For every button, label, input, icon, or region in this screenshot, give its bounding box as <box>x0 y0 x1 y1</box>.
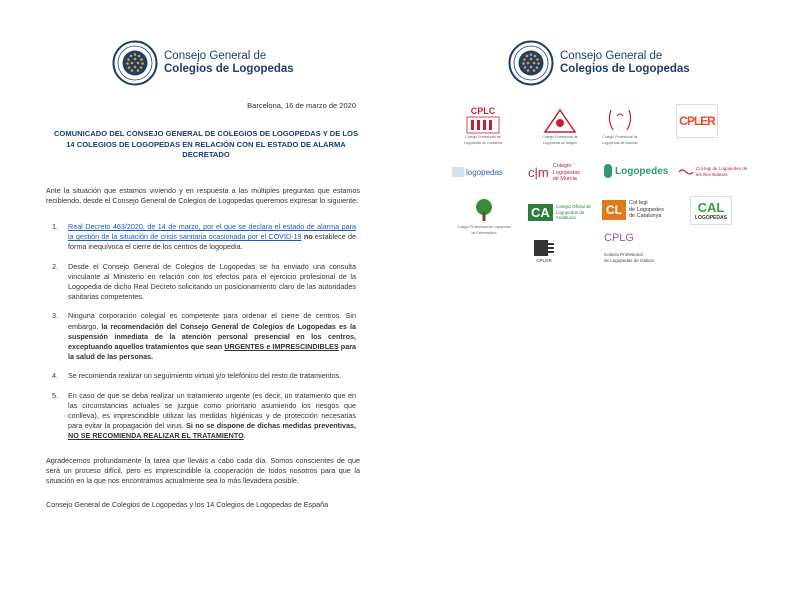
point-3 <box>46 311 360 362</box>
letterhead <box>508 40 690 86</box>
letter-signature: Consejo General de Colegios de Logopedas y los 14 Colegios de Logopedas de España <box>46 500 329 509</box>
point-5 <box>46 391 360 442</box>
logo-catalunya-line3: de Catalunya <box>629 213 662 220</box>
point-emphasis: URGENTES e IMPRESCINDIBLES <box>224 342 339 352</box>
letter-title: COMUNICADO DEL CONSEJO GENERAL DE COLEGIOS DE LOGOPEDAS Y DE LOS 14 COLEGIOS DE LOGOPEDAS EN RELACIÓN CON EL ESTADO DE ALARMA DECRETADO <box>53 129 359 159</box>
logo-extremadura-caption: Colegio Profesional de Logopedas de Extremadura <box>457 225 511 235</box>
logo-illes-balears <box>678 166 748 177</box>
aragon-emblem-icon <box>543 108 577 134</box>
logo-andalucia-line1: Colegio Oficial de <box>555 204 592 210</box>
logo-cplg-caption-2: de Logopedas de Galicia <box>604 257 654 263</box>
logo-catalunya-line1: Col·legi <box>629 200 648 207</box>
organization-name-line1: Consejo General de <box>560 50 663 62</box>
logo-catalunya-text <box>629 200 664 220</box>
logo-cal-abbr: CAL <box>697 200 725 215</box>
logos-page <box>400 0 800 600</box>
letterhead <box>112 40 294 86</box>
logo-murcia-text <box>553 163 580 183</box>
logo-asturias-caption: Colegio Profesional de Logopedas de Asturias <box>602 135 638 145</box>
logopedes-mark-icon <box>604 164 612 178</box>
letter-intro: Ante la situación que estamos viviendo y en respuesta a las múltiples preguntas que estamos recibiendo, desde el Consejo General de Colegios de Logopedas queremos expresar lo siguiente: <box>46 186 360 206</box>
point-body <box>68 391 360 442</box>
logo-aragon-caption: Colegio Profesional de Logopedas de Aragón <box>542 135 578 145</box>
logo-cplgr-abbr: CPLGR <box>536 258 552 263</box>
logo-andalucia-text <box>556 204 591 221</box>
logo-cpler-name: CPLER <box>676 104 718 138</box>
logo-cplc-name: CPLC <box>470 106 496 116</box>
point-2 <box>46 262 360 303</box>
logo-cplc-caption: Colegio Profesional de Logopedas de Cantabria <box>463 135 503 145</box>
logo-murcia <box>528 163 580 183</box>
real-decreto-link[interactable]: Real Decreto 463/2020, de 14 de marzo, por el que se declara el estado de alarma para la gestión de la situación de crisis sanitaria ocasionada por el COVID-19 <box>68 222 356 242</box>
logo-cplg-abbr: CPLG <box>604 232 634 244</box>
logo-logopedes-name: Logopedes <box>615 165 669 177</box>
logo-cplg <box>604 232 654 263</box>
point-number: 1. <box>52 222 58 231</box>
logo-andalucia-line3: Andalucía <box>555 215 576 221</box>
point-bold-text: no <box>303 232 313 242</box>
logo-catalunya-line2: de Logopedes <box>629 206 664 213</box>
logo-murcia-abbr: c|m <box>528 165 549 181</box>
logo-extremadura <box>456 198 512 236</box>
logo-andalucia <box>528 204 591 221</box>
organization-name-line1: Consejo General de <box>164 50 267 62</box>
letter-closing: Agradecemos profundamente la tarea que lleváis a cabo cada día. Somos conscientes de que será un proceso difícil, pero es imprescindible la cooperación de todos nosotros para que la situación en la que nos encontramos actualmente sea lo más llevadera posible. <box>46 456 360 486</box>
logo-murcia-line1: Colegio <box>552 163 572 169</box>
point-body <box>68 311 360 362</box>
letter-date: Barcelona, 16 de marzo de 2020 <box>247 101 356 110</box>
logo-asturias <box>600 106 640 146</box>
logo-catalunya-abbr: CL <box>602 200 626 220</box>
logopedas-mark-icon <box>452 167 464 177</box>
letter-points <box>46 222 360 451</box>
logo-andalucia-line2: Logopedas de <box>555 209 585 215</box>
logo-murcia-line3: de Murcia <box>552 176 577 182</box>
logo-murcia-line2: Logopedas <box>552 169 580 176</box>
point-bold-text: la recomendación del Consejo General de Colegios de Logopedas es la suspensión inmediata de la atención personal presencial en los centros, exceptuando aquellos tratamientos que sean <box>68 321 356 352</box>
point-text: Ninguna corporación colegial es competente para ordenar el cierre de centros. Sin embargo, <box>68 311 356 331</box>
logo-cplc <box>460 106 506 146</box>
organization-name <box>164 50 294 76</box>
logo-cplgr <box>532 238 556 263</box>
logo-andalucia-abbr: CA <box>528 204 553 221</box>
logo-illes-balears-name: Col·legi de Logopedes de les Illes Balears <box>696 166 748 177</box>
point-emphasis: NO SE RECOMIENDA REALIZAR EL TRATAMIENTO <box>68 431 244 441</box>
point-bold-end: para la salud de las personas. <box>68 342 356 362</box>
logo-cplg-caption-1: Colexio Profesional <box>604 252 643 257</box>
logo-catalunya <box>602 200 664 220</box>
cplgr-emblem-icon <box>532 238 556 258</box>
point-text: En caso de que se deba realizar un tratamiento urgente (es decir, un tratamiento que en las circunstancias actuales se juzgue como prioritario asumiendo los riesgos que conlleva), es imprescindible utilizar las medidas higiénicas y de protección necesarias para evitar la propagación del virus. <box>68 390 356 431</box>
council-seal-icon <box>508 40 554 86</box>
organization-name-line2: Colegios de Logopedas <box>560 63 690 75</box>
point-number: 3. <box>52 311 58 321</box>
illes-balears-wave-icon <box>678 168 694 176</box>
point-bold-text: Si no se dispone de dichas medidas preventivas, <box>186 421 356 431</box>
point-1 <box>46 222 360 253</box>
point-text: establece de forma inequívoca el cierre de los centros de logopedia. <box>68 232 356 252</box>
logo-cpler <box>676 104 718 138</box>
point-4 <box>46 371 360 381</box>
point-body <box>68 222 360 253</box>
extremadura-tree-icon <box>469 198 499 224</box>
organization-name-line2: Colegios de Logopedas <box>164 63 294 75</box>
council-seal-icon <box>112 40 158 86</box>
logo-cal-name: LOGOPEDAS <box>695 215 727 221</box>
logo-logopedas-small-name: logopedas <box>466 167 503 177</box>
point-text-end: . <box>243 431 246 441</box>
asturias-emblem-icon <box>605 106 635 134</box>
point-number: 5. <box>52 390 58 400</box>
cplc-emblem-icon <box>465 116 501 134</box>
point-number: 2. <box>52 261 58 271</box>
point-text: Se recomienda realizar un seguimiento virtual y/o telefónico del resto de tratamientos. <box>68 371 342 381</box>
organization-name <box>560 50 690 76</box>
logo-logopedas-small <box>452 167 503 177</box>
logo-aragon <box>540 108 580 146</box>
point-text: Desde el Consejo General de Colegios de Logopedas se ha enviado una consulta vinculante al Ministerio en relación con los efectos para el ejercicio profesional de la Logopedia de dicho Real Decreto solicitando un posicionamiento claro de las autoridades sanitarias competentes. <box>68 261 356 302</box>
point-number: 4. <box>52 371 58 381</box>
logo-cal <box>690 196 732 225</box>
logo-logopedes <box>604 164 668 178</box>
